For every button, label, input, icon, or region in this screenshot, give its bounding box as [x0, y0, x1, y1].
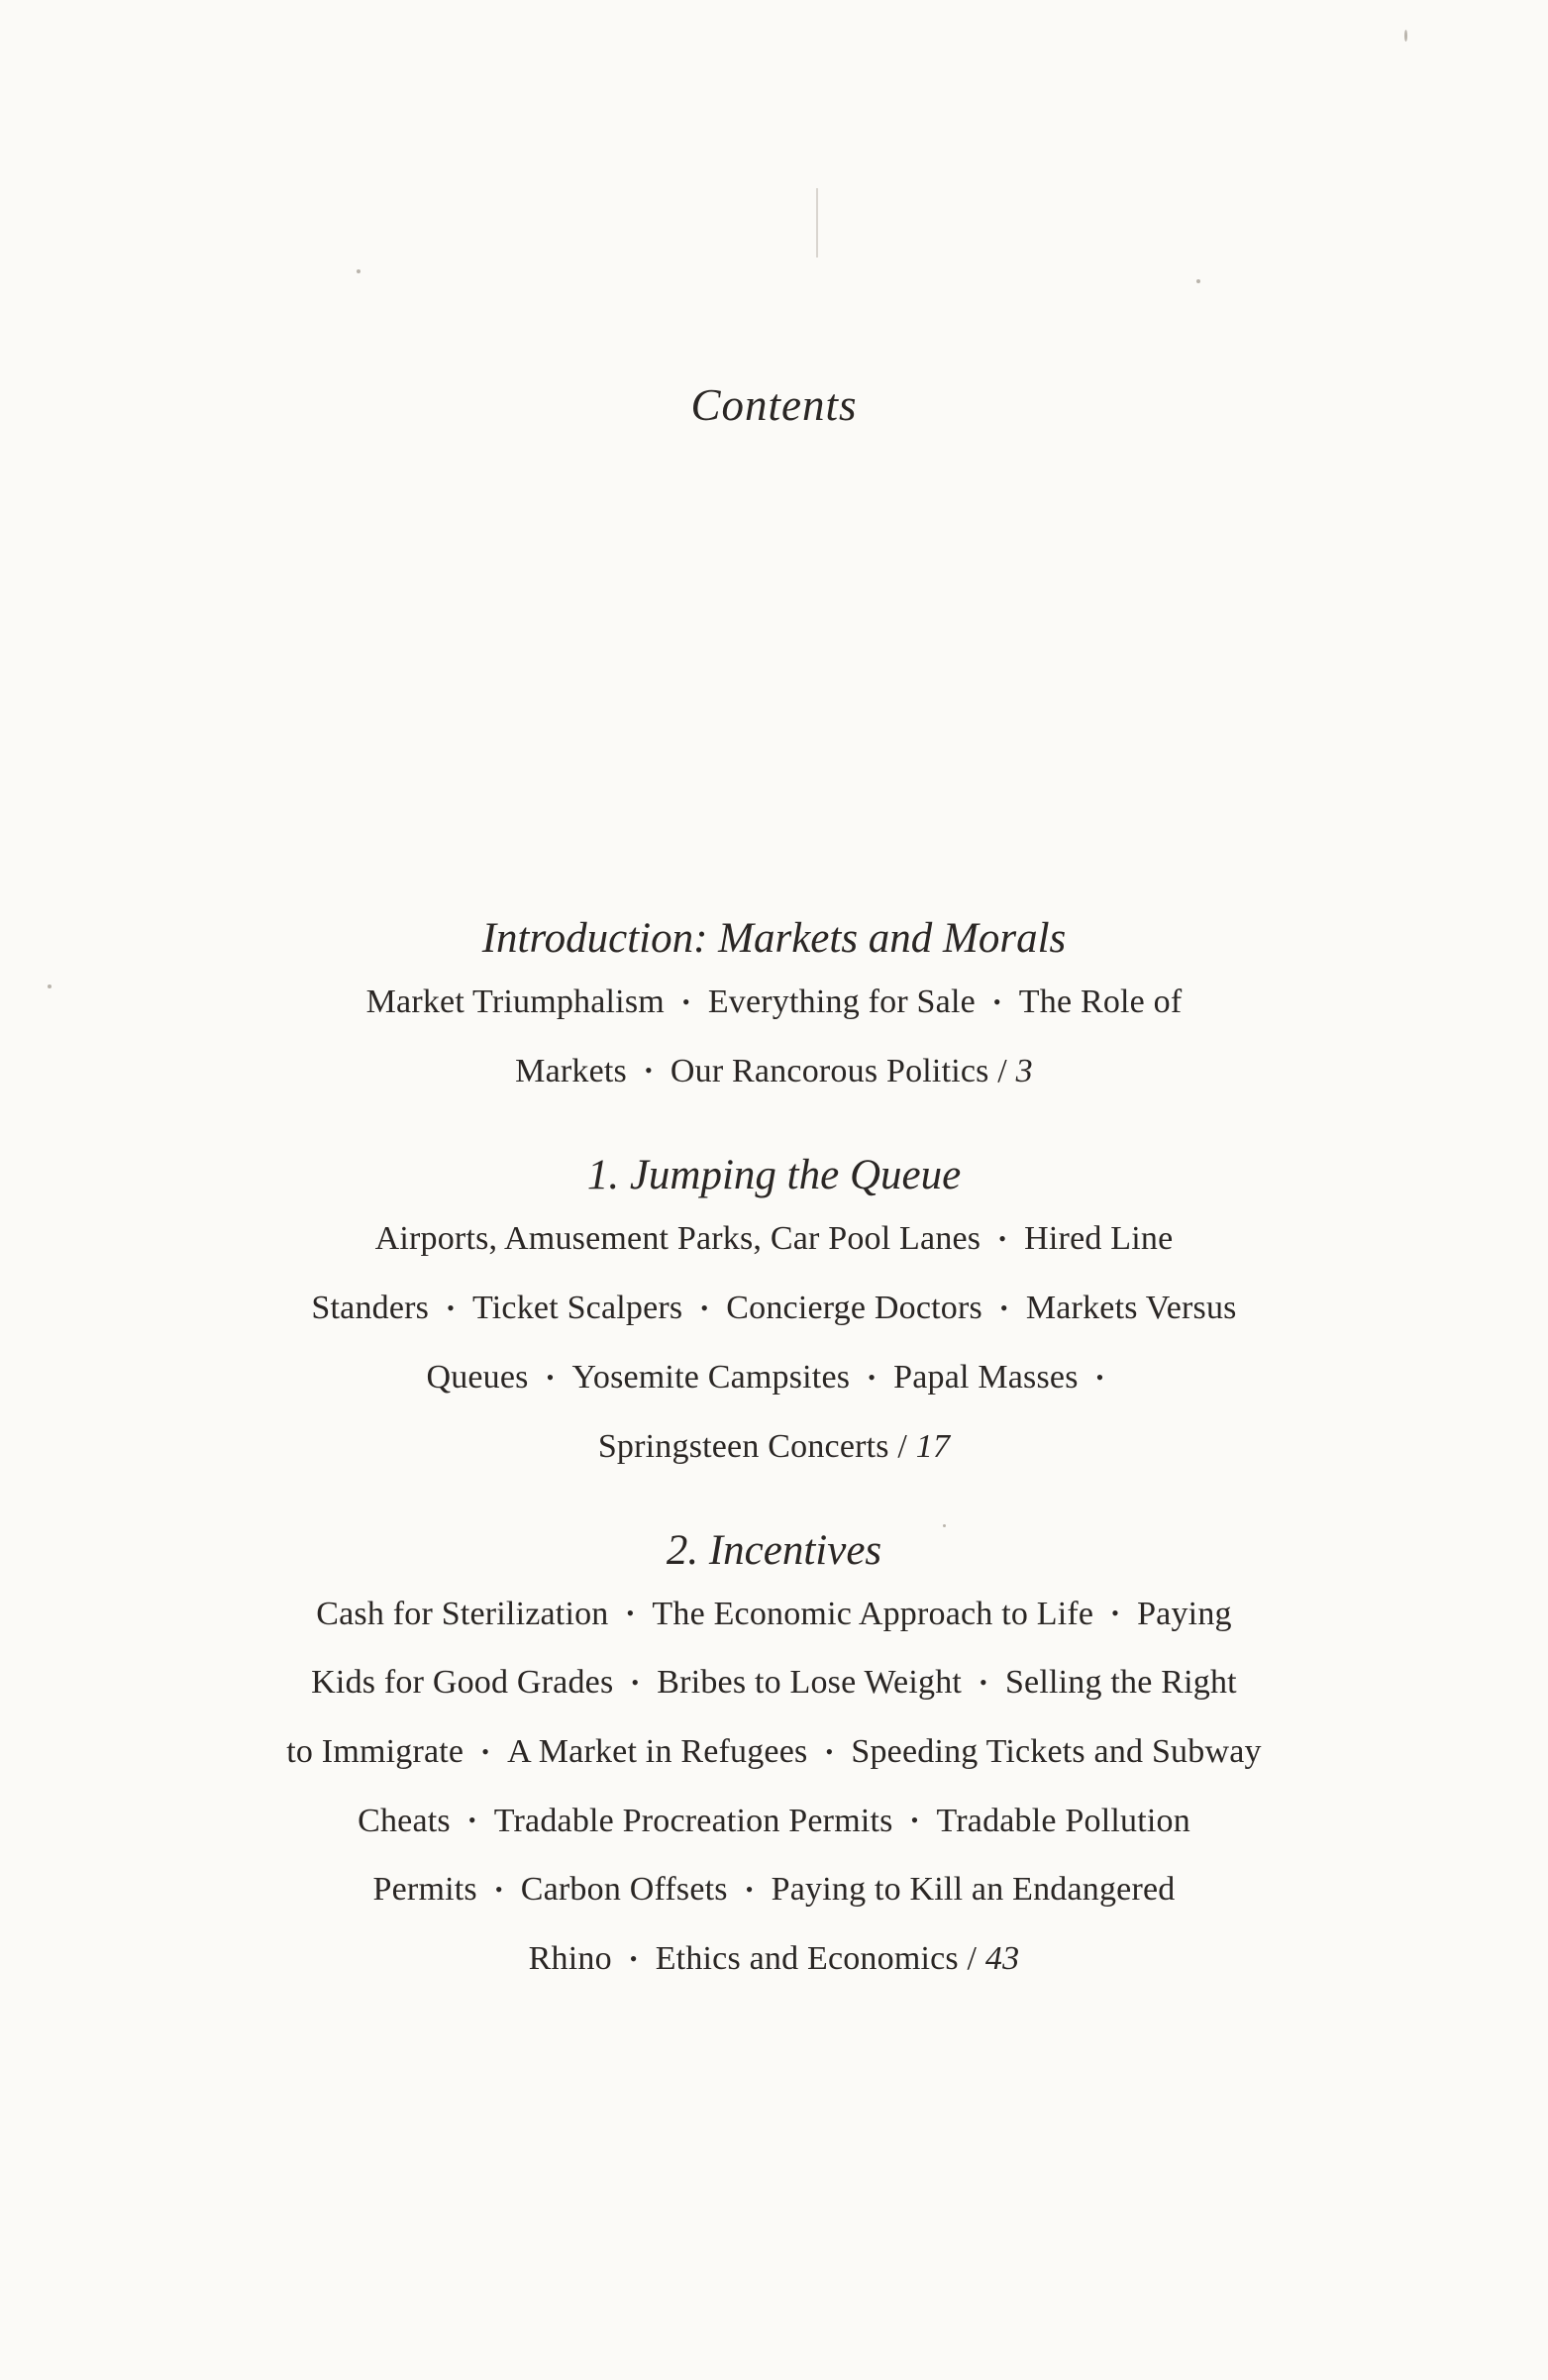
entry-topics — [0, 969, 1548, 1106]
topic: Speeding Tickets and Subway — [851, 1732, 1262, 1770]
bullet-separator: • — [980, 1669, 987, 1695]
topic: Market Triumphalism — [365, 983, 665, 1020]
topic: The Role of — [1018, 983, 1183, 1020]
topic: Tradable Procreation Permits — [493, 1802, 893, 1839]
bullet-separator: • — [494, 1877, 503, 1903]
topic: Carbon Offsets — [520, 1871, 728, 1909]
topic-line — [0, 1344, 1548, 1413]
paper-speck — [1404, 30, 1407, 42]
entry-topics — [0, 1205, 1548, 1479]
entry-topics — [0, 1581, 1548, 1995]
topic: Ethics and Economics — [655, 1940, 959, 1978]
bullet-separator: • — [546, 1364, 555, 1390]
topic: Everything for Sale — [707, 983, 976, 1020]
topic-line — [0, 1038, 1548, 1107]
paper-speck — [357, 269, 361, 273]
page-title: Contents — [690, 380, 858, 430]
topic-line — [0, 1856, 1548, 1925]
bullet-separator: • — [447, 1294, 456, 1320]
topic: Tradable Pollution — [936, 1802, 1190, 1839]
topic: Standers — [311, 1290, 430, 1327]
topic-line — [0, 1413, 1548, 1480]
topic-line — [0, 1205, 1548, 1275]
table-of-contents — [0, 909, 1548, 1995]
page-ref-slash: / — [988, 1052, 1016, 1089]
topic: Kids for Good Grades — [311, 1664, 614, 1702]
bullet-separator: • — [700, 1294, 709, 1320]
bullet-separator: • — [481, 1738, 490, 1764]
topic: to Immigrate — [286, 1732, 464, 1770]
bullet-separator: • — [998, 1226, 1007, 1252]
bullet-separator: • — [910, 1808, 919, 1833]
bullet-separator: • — [629, 1945, 638, 1971]
topic: A Market in Refugees — [507, 1732, 808, 1770]
topic: The Economic Approach to Life — [652, 1595, 1094, 1632]
topic: Markets — [515, 1052, 627, 1089]
paper-scratch — [816, 188, 818, 258]
topic-line — [0, 969, 1548, 1038]
topic: Permits — [372, 1871, 477, 1909]
bullet-separator: • — [631, 1669, 640, 1695]
topic-line — [0, 1925, 1548, 1995]
bullet-separator: • — [681, 988, 690, 1014]
paper-speck — [1196, 279, 1200, 283]
topic: Hired Line — [1024, 1220, 1174, 1258]
topic: Ticket Scalpers — [472, 1290, 683, 1327]
bullet-separator: • — [992, 988, 1001, 1014]
bullet-separator: • — [745, 1877, 754, 1903]
topic: Springsteen Concerts — [597, 1427, 889, 1465]
topic: Airports, Amusement Parks, Car Pool Lanes — [374, 1220, 981, 1258]
topic: Yosemite Campsites — [571, 1358, 851, 1396]
topic: Paying — [1137, 1595, 1232, 1632]
page-ref-slash: / — [888, 1427, 916, 1465]
topic: Selling the Right — [1004, 1664, 1237, 1702]
topic-line — [0, 1275, 1548, 1344]
page-number: 17 — [915, 1427, 951, 1465]
entry-heading: Introduction: Markets and Morals — [481, 915, 1067, 962]
page-number: 3 — [1015, 1052, 1033, 1089]
topic: Our Rancorous Politics — [670, 1052, 989, 1089]
entry-heading: 1. Jumping the Queue — [586, 1152, 962, 1199]
toc-entry-chapter-2 — [0, 1521, 1548, 1995]
bullet-separator: • — [467, 1808, 476, 1833]
topic: Papal Masses — [893, 1358, 1079, 1396]
bullet-separator: • — [644, 1058, 653, 1084]
bullet-separator: • — [1095, 1364, 1104, 1390]
topic: Markets Versus — [1025, 1290, 1237, 1327]
topic-line — [0, 1581, 1548, 1650]
topic: Cash for Sterilization — [316, 1595, 609, 1632]
topic: Concierge Doctors — [726, 1290, 982, 1327]
topic-line — [0, 1649, 1548, 1718]
toc-entry-chapter-1 — [0, 1146, 1548, 1479]
page-number: 43 — [984, 1940, 1020, 1978]
topic: Cheats — [358, 1802, 451, 1839]
bullet-separator: • — [868, 1364, 877, 1390]
topic-line — [0, 1788, 1548, 1857]
page-ref-slash: / — [958, 1940, 985, 1978]
bullet-separator: • — [626, 1601, 635, 1626]
toc-entry-introduction — [0, 909, 1548, 1106]
topic: Paying to Kill an Endangered — [771, 1871, 1176, 1909]
entry-heading: 2. Incentives — [666, 1526, 882, 1574]
bullet-separator: • — [1111, 1601, 1120, 1626]
topic: Bribes to Lose Weight — [657, 1664, 963, 1702]
topic-line — [0, 1718, 1548, 1788]
bullet-separator: • — [999, 1294, 1008, 1320]
topic: Rhino — [528, 1940, 612, 1978]
bullet-separator: • — [825, 1738, 834, 1764]
topic: Queues — [426, 1358, 529, 1396]
